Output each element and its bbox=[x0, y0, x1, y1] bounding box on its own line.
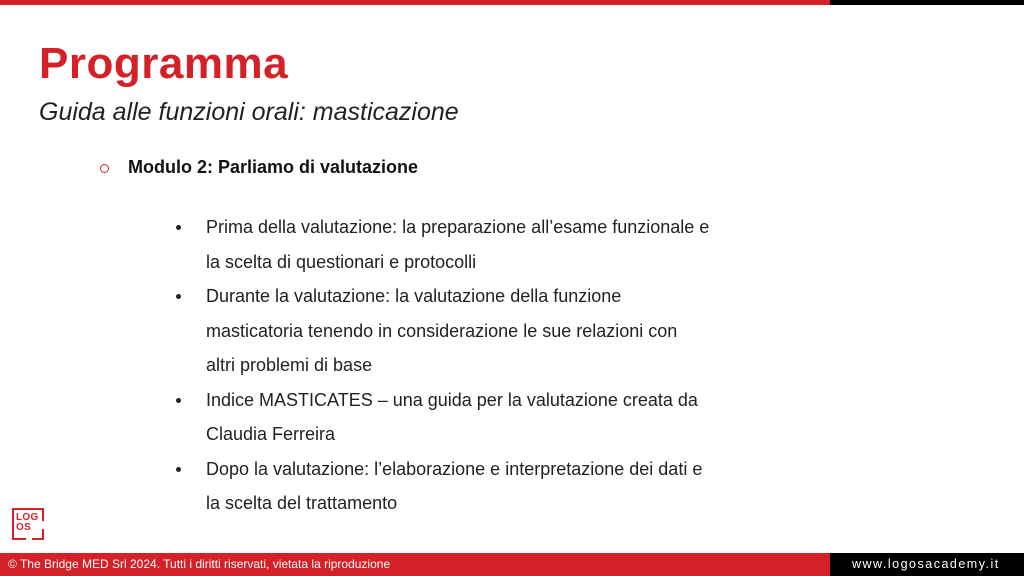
list-item-text: la scelta del trattamento bbox=[206, 493, 398, 513]
list-item bbox=[172, 210, 832, 279]
bullet-icon bbox=[176, 467, 181, 472]
list-item-text: altri problemi di base bbox=[206, 355, 373, 375]
module-heading bbox=[100, 157, 418, 178]
top-dark-bar bbox=[830, 0, 1024, 5]
bullet-icon bbox=[176, 398, 181, 403]
page-subtitle: Guida alle funzioni orali: masticazione bbox=[39, 98, 459, 126]
top-accent-bar bbox=[0, 0, 830, 5]
list-item bbox=[172, 452, 832, 521]
list-item-text: masticatoria tenendo in considerazione le sue relazioni con bbox=[206, 320, 678, 341]
list-item bbox=[172, 383, 832, 452]
list-item-text: Dopo la valutazione: l’elaborazione e interpretazione dei dati e bbox=[206, 458, 703, 479]
page-title: Programma bbox=[39, 39, 289, 88]
logos-logo bbox=[12, 508, 44, 540]
logo-text: LOG OS bbox=[16, 512, 39, 533]
list-item-text: Durante la valutazione: la valutazione della funzione bbox=[206, 286, 622, 306]
module-label: Modulo 2: Parliamo di valutazione bbox=[128, 157, 419, 177]
copyright-text: © The Bridge MED Srl 2024. Tutti i diritti riservati, vietata la riproduzione bbox=[8, 557, 391, 571]
website-url: www.logosacademy.it bbox=[852, 557, 1000, 571]
circle-bullet-icon bbox=[100, 164, 109, 173]
list-item-text: la scelta di questionari e protocolli bbox=[206, 251, 477, 272]
bullet-icon bbox=[176, 294, 181, 299]
list-item-text: Prima della valutazione: la preparazione all’esame funzionale e bbox=[206, 217, 710, 237]
list-item-text: Indice MASTICATES – una guida per la valutazione creata da bbox=[206, 389, 698, 410]
list-item-text: Claudia Ferreira bbox=[206, 424, 336, 444]
list-item bbox=[172, 279, 832, 383]
bullet-icon bbox=[176, 225, 181, 230]
topic-list bbox=[172, 210, 832, 521]
